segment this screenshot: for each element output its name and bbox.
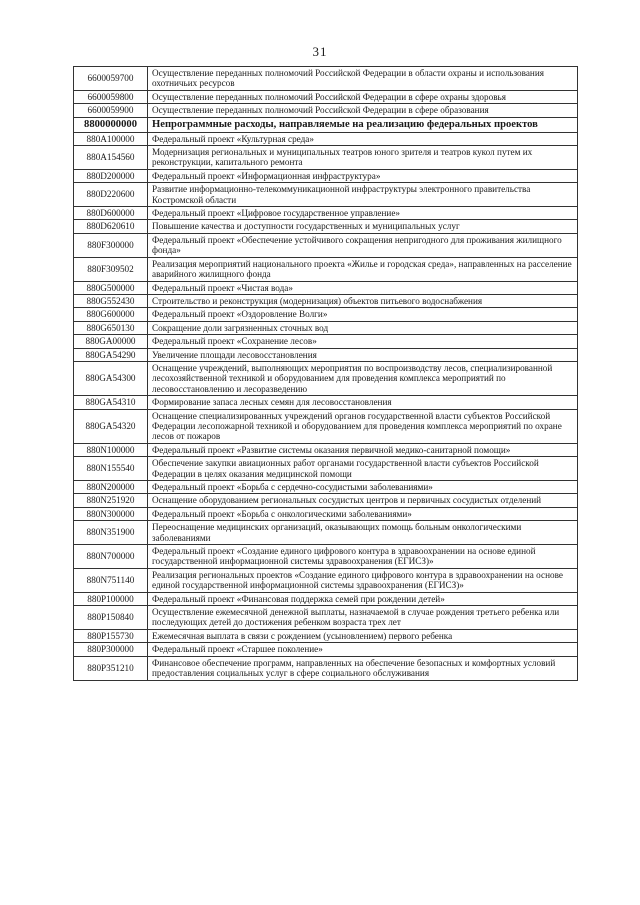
table-row [74, 169, 578, 182]
description-cell: Осуществление переданных полномочий Российской Федерации в сфере охраны здоровья [148, 90, 578, 103]
code-cell: 880GA54310 [74, 396, 148, 409]
table-row [74, 233, 578, 257]
table-row [74, 90, 578, 103]
description-cell: Ежемесячная выплата в связи с рождением (усыновлением) первого ребенка [148, 629, 578, 642]
table-row [74, 521, 578, 545]
description-cell: Федеральный проект «Создание единого цифрового контура в здравоохранении на основе единой государственной информационной системы здравоохранения (ЕГИСЗ)» [148, 545, 578, 569]
code-cell: 880P351210 [74, 656, 148, 680]
description-cell: Федеральный проект «Старшее поколение» [148, 643, 578, 656]
description-cell: Сокращение доли загрязненных сточных вод [148, 321, 578, 334]
table-row [74, 281, 578, 294]
table-row [74, 117, 578, 132]
description-cell: Осуществление переданных полномочий Российской Федерации в сфере образования [148, 104, 578, 117]
code-cell: 8800000000 [74, 117, 148, 132]
code-cell: 880D200000 [74, 169, 148, 182]
table-row [74, 348, 578, 361]
description-cell: Федеральный проект «Сохранение лесов» [148, 335, 578, 348]
table-row [74, 308, 578, 321]
page-number: 31 [312, 44, 328, 59]
table-row [74, 132, 578, 145]
table-row [74, 481, 578, 494]
description-cell: Увеличение площади лесовосстановления [148, 348, 578, 361]
code-cell: 880G552430 [74, 294, 148, 307]
code-cell: 880P300000 [74, 643, 148, 656]
description-cell: Модернизация региональных и муниципальных театров юного зрителя и театров кукол путем их реконструкции, капитального ремонта [148, 146, 578, 170]
code-cell: 880GA54320 [74, 409, 148, 443]
code-cell: 880GA00000 [74, 335, 148, 348]
description-cell: Непрограммные расходы, направляемые на реализацию федеральных проектов [148, 117, 578, 132]
code-cell: 880D600000 [74, 207, 148, 220]
code-cell: 880G500000 [74, 281, 148, 294]
description-cell: Федеральный проект «Развитие системы оказания первичной медико-санитарной помощи» [148, 443, 578, 456]
table-row [74, 592, 578, 605]
description-cell: Федеральный проект «Цифровое государственное управление» [148, 207, 578, 220]
table-row [74, 321, 578, 334]
table-row [74, 568, 578, 592]
description-cell: Федеральный проект «Оздоровление Волги» [148, 308, 578, 321]
code-cell: 6600059800 [74, 90, 148, 103]
table-row [74, 409, 578, 443]
table-row [74, 494, 578, 507]
code-cell: 880N200000 [74, 481, 148, 494]
code-cell: 880G600000 [74, 308, 148, 321]
table-row [74, 396, 578, 409]
code-cell: 880A100000 [74, 132, 148, 145]
table-row [74, 606, 578, 630]
table-row [74, 294, 578, 307]
description-cell: Формирование запаса лесных семян для лесовосстановления [148, 396, 578, 409]
table-row [74, 207, 578, 220]
code-cell: 880N351900 [74, 521, 148, 545]
code-cell: 880N251920 [74, 494, 148, 507]
table-row [74, 545, 578, 569]
description-cell: Осуществление ежемесячной денежной выплаты, назначаемой в случае рождения третьего ребенка или последующих детей до достижения ребенком возраста трех лет [148, 606, 578, 630]
table-row [74, 361, 578, 395]
code-cell: 6600059700 [74, 67, 148, 91]
description-cell: Федеральный проект «Борьба с онкологическими заболеваниями» [148, 507, 578, 520]
description-cell: Федеральный проект «Культурная среда» [148, 132, 578, 145]
table-row [74, 146, 578, 170]
code-cell: 880N155540 [74, 457, 148, 481]
table-row [74, 67, 578, 91]
table-row [74, 507, 578, 520]
budget-codes-table [73, 66, 578, 681]
description-cell: Реализация региональных проектов «Создание единого цифрового контура в здравоохранении на основе единой государственной информационной системы здравоохранения (ЕГИСЗ)» [148, 568, 578, 592]
description-cell: Федеральный проект «Борьба с сердечно-сосудистыми заболеваниями» [148, 481, 578, 494]
description-cell: Федеральный проект «Информационная инфраструктура» [148, 169, 578, 182]
code-cell: 880N100000 [74, 443, 148, 456]
description-cell: Реализация мероприятий национального проекта «Жилье и городская среда», направленных на расселение аварийного жилищного фонда [148, 257, 578, 281]
table-row [74, 257, 578, 281]
description-cell: Федеральный проект «Обеспечение устойчивого сокращения непригодного для проживания жилищного фонда» [148, 233, 578, 257]
table-row [74, 183, 578, 207]
table-row [74, 220, 578, 233]
table-row [74, 629, 578, 642]
code-cell: 880GA54290 [74, 348, 148, 361]
table-row [74, 643, 578, 656]
description-cell: Федеральный проект «Финансовая поддержка семей при рождении детей» [148, 592, 578, 605]
description-cell: Переоснащение медицинских организаций, оказывающих помощь больным онкологическими заболеваниями [148, 521, 578, 545]
table-row [74, 443, 578, 456]
code-cell: 880N751140 [74, 568, 148, 592]
description-cell: Оснащение специализированных учреждений органов государственной власти субъектов Российской Федерации лесопожарной техникой и оборудованием для проведения комплекса мероприятий по охране лесов от пожаров [148, 409, 578, 443]
description-cell: Оснащение оборудованием региональных сосудистых центров и первичных сосудистых отделений [148, 494, 578, 507]
code-cell: 880N700000 [74, 545, 148, 569]
description-cell: Федеральный проект «Чистая вода» [148, 281, 578, 294]
code-cell: 880G650130 [74, 321, 148, 334]
code-cell: 6600059900 [74, 104, 148, 117]
description-cell: Повышение качества и доступности государственных и муниципальных услуг [148, 220, 578, 233]
table-row [74, 104, 578, 117]
table-body [74, 67, 578, 681]
description-cell: Развитие информационно-телекоммуникационной инфраструктуры электронного правительства Костромской области [148, 183, 578, 207]
code-cell: 880F309502 [74, 257, 148, 281]
code-cell: 880F300000 [74, 233, 148, 257]
code-cell: 880P100000 [74, 592, 148, 605]
code-cell: 880N300000 [74, 507, 148, 520]
code-cell: 880P155730 [74, 629, 148, 642]
description-cell: Строительство и реконструкция (модернизация) объектов питьевого водоснабжения [148, 294, 578, 307]
code-cell: 880A154560 [74, 146, 148, 170]
table-row [74, 457, 578, 481]
description-cell: Финансовое обеспечение программ, направленных на обеспечение безопасных и комфортных условий предоставления социальных услуг в сфере социального обслуживания [148, 656, 578, 680]
table-row [74, 335, 578, 348]
description-cell: Осуществление переданных полномочий Российской Федерации в области охраны и использования охотничьих ресурсов [148, 67, 578, 91]
code-cell: 880GA54300 [74, 361, 148, 395]
code-cell: 880P150840 [74, 606, 148, 630]
description-cell: Обеспечение закупки авиационных работ органами государственной власти субъектов Российской Федерации в целях оказания медицинской помощи [148, 457, 578, 481]
description-cell: Оснащение учреждений, выполняющих мероприятия по воспроизводству лесов, специализированной лесохозяйственной техникой и оборудованием для проведения комплекса мероприятий по лесовосстановлению и лесоразведению [148, 361, 578, 395]
table-row [74, 656, 578, 680]
code-cell: 880D620610 [74, 220, 148, 233]
code-cell: 880D220600 [74, 183, 148, 207]
